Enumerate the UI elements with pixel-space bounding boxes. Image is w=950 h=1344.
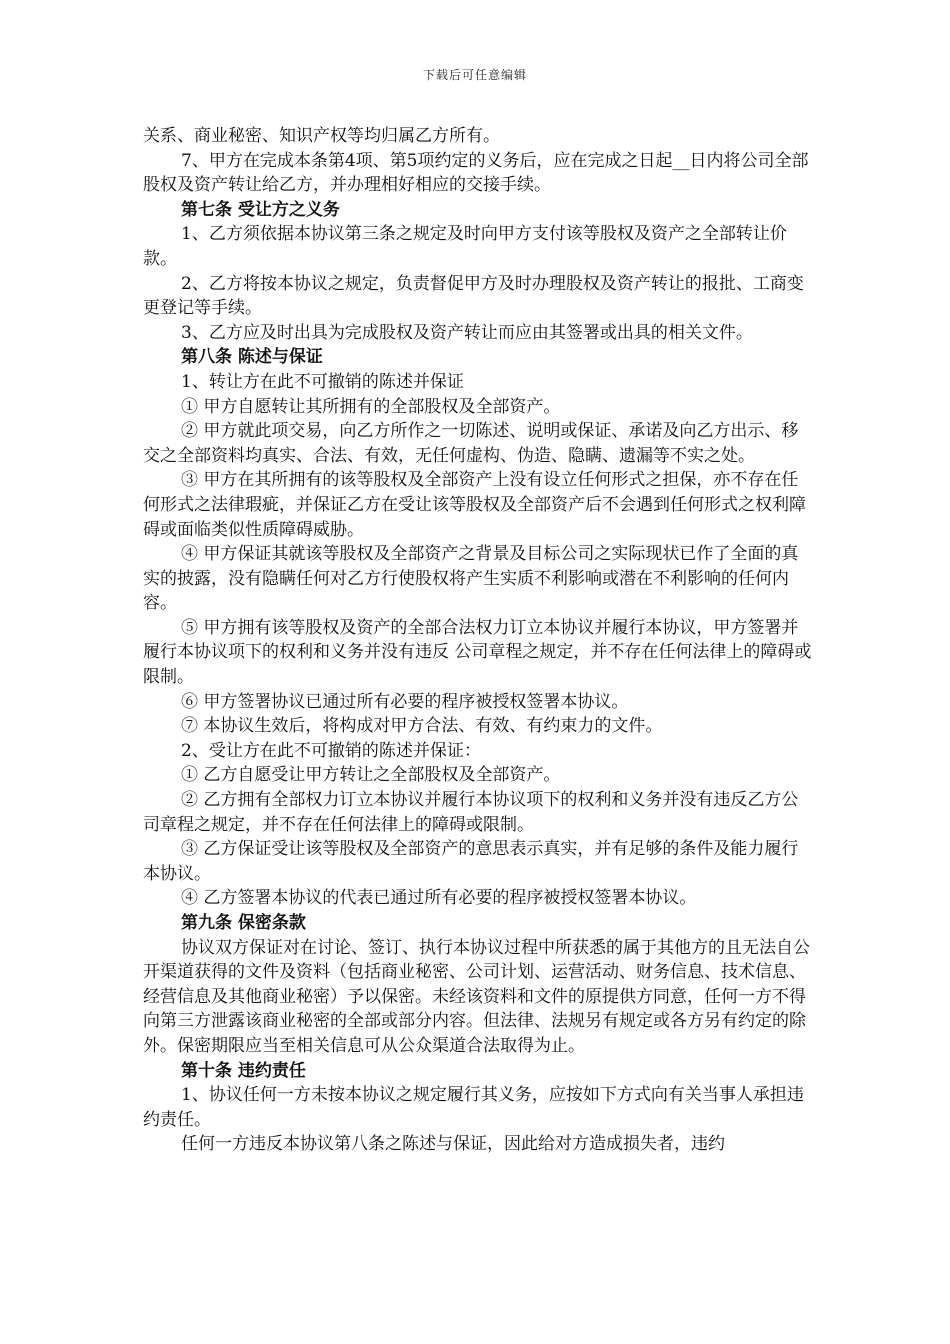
- list-item: ① 甲方自愿转让其所拥有的全部股权及全部资产。: [181, 396, 561, 417]
- list-item: ⑥ 甲方签署协议已通过所有必要的程序被授权签署本协议。: [181, 691, 629, 712]
- section-heading: 第十条 违约责任: [181, 1060, 306, 1081]
- list-item: ⑦ 本协议生效后，将构成对甲方合法、有效、有约束力的文件。: [181, 716, 663, 737]
- list-item: ⑤ 甲方拥有该等股权及资产的全部合法权力订立本协议并履行本协议，甲方签署并履行本协议项下的权利和义务并没有违反 公司章程之规定，并不存在任何法律上的障碍或限制。: [143, 617, 812, 688]
- list-item: ④ 甲方保证其就该等股权及全部资产之背景及目标公司之实际现状已作了全面的真实的披露，没有隐瞒任何对乙方行使股权将产生实质不利影响或潜在不利影响的任何内容。: [143, 544, 799, 614]
- list-item: ② 乙方拥有全部权力订立本协议并履行本协议项下的权利和义务并没有违反乙方公司章程之规定，并不存在任何法律上的障碍或限制。: [143, 790, 799, 835]
- paragraph: 2、受让方在此不可撤销的陈述并保证：: [181, 740, 481, 761]
- list-item: ③ 甲方在其所拥有的该等股权及全部资产上没有设立任何形式之担保，亦不存在任何形式之法律瑕疵，并保证乙方在受让该等股权及全部资产后不会遇到任何形式之权利障碍或面临类似性质障碍威胁。: [143, 470, 806, 540]
- paragraph: 1、乙方须依据本协议第三条之规定及时向甲方支付该等股权及资产之全部转让价款。: [143, 224, 787, 269]
- section-heading: 第八条 陈述与保证: [181, 347, 323, 368]
- paragraph: 1、转让方在此不可撤销的陈述并保证: [181, 371, 464, 392]
- paragraph: 关系、商业秘密、知识产权等均归属乙方所有。: [143, 126, 500, 146]
- list-item: ① 乙方自愿受让甲方转让之全部股权及全部资产。: [181, 765, 561, 786]
- paragraph: 2、乙方将按本协议之规定，负责督促甲方及时办理股权及资产转让的报批、工商变更登记等手续。: [143, 273, 804, 319]
- page-header: 下载后可任意编辑: [422, 68, 527, 82]
- paragraph: 3、乙方应及时出具为完成股权及资产转让而应由其签署或出具的相关文件。: [181, 322, 753, 343]
- list-item: ② 甲方就此项交易，向乙方所作之一切陈述、说明或保证、承诺及向乙方出示、移交之全部资料均真实、合法、有效，无任何虚构、伪造、隐瞒、遗漏等不实之处。: [143, 421, 799, 466]
- section-heading: 第九条 保密条款: [181, 913, 306, 933]
- list-item: ③ 乙方保证受让该等股权及全部资产的意思表示真实，并有足够的条件及能力履行本协议。: [143, 839, 799, 884]
- paragraph: 任何一方违反本协议第八条之陈述与保证，因此给对方造成损失者，违约: [181, 1134, 725, 1155]
- list-item: ④ 乙方签署本协议的代表已通过所有必要的程序被授权签署本协议。: [181, 888, 697, 909]
- paragraph: 协议双方保证对在讨论、签订、执行本协议过程中所获悉的属于其他方的且无法自公开渠道获得的文件及资料（包括商业秘密、公司计划、运营活动、财务信息、技术信息、经营信息及其他商业秘密）予以保密。未经该资料和文件的原提供方同意，任何一方不得向第三方泄露该商业秘密的全部或部分内容。但法律、法规另有规定或各方另有约定的除外。保密期限应当至相关信息可从公众渠道合法取得为止。: [143, 937, 810, 1056]
- paragraph: 7、甲方在完成本条第4项、第5项约定的义务后，应在完成之日起__日内将公司全部股权及资产转让给乙方，并办理相好相应的交接手续。: [143, 150, 809, 196]
- section-heading: 第七条 受让方之义务: [181, 199, 340, 220]
- document-body: [143, 124, 813, 1157]
- paragraph: 1、协议任何一方未按本协议之规定履行其义务，应按如下方式向有关当事人承担违约责任。: [143, 1085, 804, 1130]
